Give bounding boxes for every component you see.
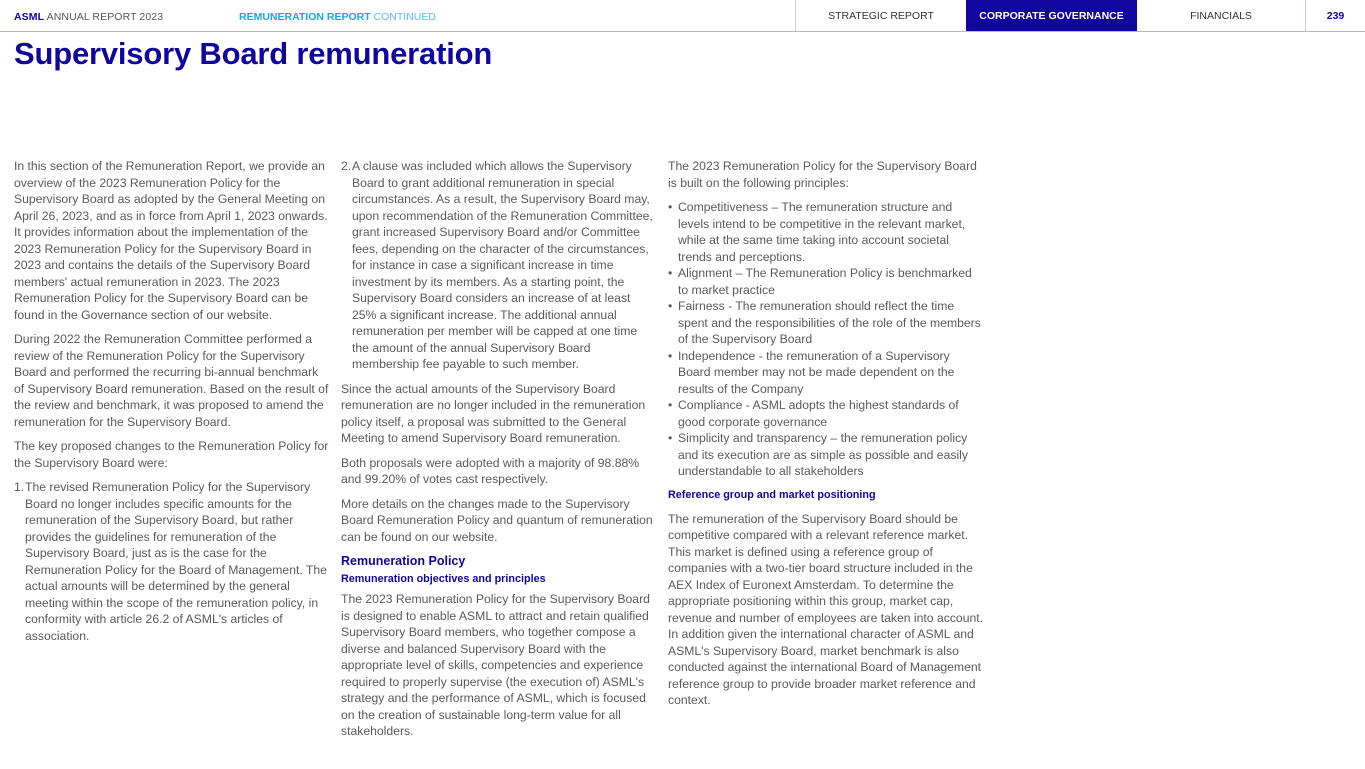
report-brand: [14, 11, 163, 23]
intro-paragraph: In this section of the Remuneration Report, we provide an overview of the 2023 Remuneration Policy for the Supervisory Board as adopted by the General Meeting on April 26, 2023, and as in force from April 1, 2023 onwards. It provides information about the implementation of the 2023 Remuneration Policy for the Supervisory Board in 2023 and contains the details of the Supervisory Board members' actual remuneration in 2023. The 2023 Remuneration Policy for the Supervisory Board can be found in the Governance section of our website.: [14, 159, 328, 322]
objectives-subheading: Remuneration objectives and principles: [341, 573, 546, 585]
bullet-icon: •: [668, 348, 673, 363]
remuneration-policy-heading: Remuneration Policy: [341, 554, 466, 568]
objectives-paragraph: The 2023 Remuneration Policy for the Supervisory Board is designed to enable ASML to attract and retain qualified Supervisory Board members, who together compose a diverse and balanced Supervisory Board with the appropriate level of skills, competencies and experience required to properly supervise (the execution of) ASML's strategy and the performance of ASML, which is focused on the creation of sustainable long-term value for all stakeholders.: [341, 592, 650, 738]
list-item: • Competitiveness – The remuneration structure and levels intend to be competitive in the relevant market, while at the same time taking into account societal trends and perceptions.: [668, 200, 966, 264]
review-paragraph: During 2022 the Remuneration Committee performed a review of the Remuneration Policy for the Supervisory Board and performed the recurring bi-annual benchmark of Supervisory Board remuneration. Based on the result of the review and benchmark, it was proposed to amend the remuneration for the Supervisory Board.: [14, 332, 329, 429]
list-item: • Compliance - ASML adopts the highest standards of good corporate governance: [668, 398, 959, 429]
list-item: • Simplicity and transparency – the remuneration policy and its execution are as simple as possible and easily understandable to all stakeholders: [668, 431, 968, 478]
principles-list: [668, 199, 984, 480]
column-2: [341, 158, 657, 748]
top-navigation-bar: [0, 0, 1365, 32]
reference-group-paragraph: The remuneration of the Supervisory Board should be competitive compared with a relevant reference market. This market is defined using a reference group of companies with a two-tier board structure included in the AEX Index of Euronext Amsterdam. To determine the appropriate positioning within this group, market cap, revenue and number of employees are taken into account. In addition given the international character of ASML and ASML's Supervisory Board, market benchmark is also conducted against the international Board of Management reference group to provide broader market reference and context.: [668, 511, 984, 707]
more-details-paragraph: More details on the changes made to the Supervisory Board Remuneration Policy and quantum of remuneration can be found on our website.: [341, 496, 653, 544]
votes-paragraph: Both proposals were adopted with a majority of 98.88% and 99.20% of votes cast respectively.: [341, 455, 640, 486]
column-3: [668, 158, 984, 717]
item-text: The revised Remuneration Policy for the Supervisory Board no longer includes specific amounts for the remuneration of the Supervisory Board, but rather provides the guidelines for remuneration of the Supervisory Board, just as is the case for the Remuneration Policy for the Board of Management. The actual amounts will be determined by the general meeting within the scope of the remuneration policy, in conformity with article 26.2 of ASML's articles of association.: [25, 480, 327, 643]
section-name: REMUNERATION REPORT: [239, 11, 371, 23]
list-item: • Independence - the remuneration of a Supervisory Board member may not be made dependent on the results of the Company: [668, 348, 955, 396]
bullet-icon: •: [668, 299, 673, 313]
list-item: • Fairness - The remuneration should reflect the time spent and the responsibilities of the role of the members of the Supervisory Board: [668, 299, 981, 346]
reference-group-subheading: Reference group and market positioning: [668, 488, 876, 501]
key-changes-paragraph: The key proposed changes to the Remuneration Policy for the Supervisory Board were:: [14, 439, 329, 470]
nav-tab-corporate-governance[interactable]: CORPORATE GOVERNANCE: [966, 0, 1137, 31]
principles-intro-paragraph: The 2023 Remuneration Policy for the Supervisory Board is built on the following principles:: [668, 159, 977, 190]
numbered-item-1: [14, 479, 330, 644]
bullet-icon: •: [668, 398, 673, 412]
item-number: 2.: [341, 159, 352, 173]
page-number: 239: [1305, 0, 1365, 31]
numbered-item-2: [341, 158, 657, 373]
nav-tab-strategic-report[interactable]: STRATEGIC REPORT: [795, 0, 966, 31]
bullet-icon: •: [668, 266, 673, 280]
section-continued: CONTINUED: [370, 11, 436, 23]
column-1: [14, 158, 330, 652]
nav-tab-financials[interactable]: FINANCIALS: [1190, 9, 1252, 22]
list-item: • Alignment – The Remuneration Policy is benchmarked to market practice: [668, 266, 972, 297]
item-number: 1.: [14, 480, 25, 494]
brand-name: ASML: [14, 11, 45, 23]
item-text: A clause was included which allows the Supervisory Board to grant additional remuneration in special circumstances. As a result, the Supervisory Board may, upon recommendation of the Remuneration Committee, grant increased Supervisory Board and/or Committee fees, depending on the character of the circumstances, for instance in case a significant increase in time investment by its members. As a starting point, the Supervisory Board considers an increase of at least 25% a significant increase. The additional annual remuneration per member will be capped at one time the amount of the annual Supervisory Board membership fee payable to such member.: [352, 159, 653, 371]
brand-report-title: ANNUAL REPORT 2023: [44, 11, 164, 23]
bullet-icon: •: [668, 200, 673, 214]
section-breadcrumb: [239, 11, 436, 23]
bullet-icon: •: [668, 431, 673, 445]
page-title: Supervisory Board remuneration: [14, 36, 493, 71]
proposal-paragraph: Since the actual amounts of the Supervisory Board remuneration are no longer included in the remuneration policy itself, a proposal was submitted to the General Meeting to amend Supervisory Board remuneration.: [341, 381, 646, 445]
